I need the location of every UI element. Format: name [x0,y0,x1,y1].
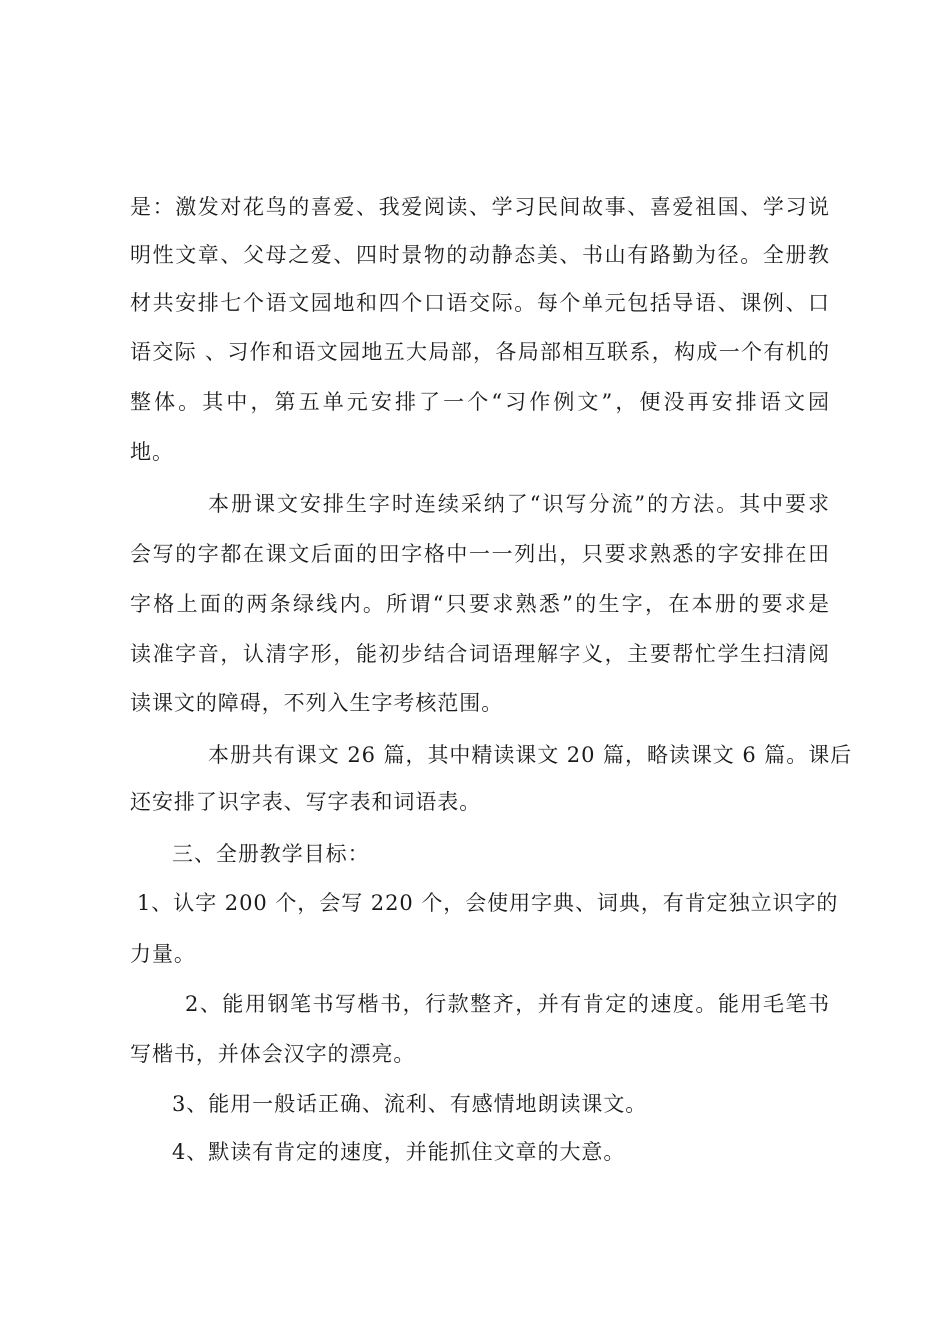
list-item: 2、能用钢笔书写楷书，行款整齐，并有肯定的速度。能用毛笔书 [185,992,830,1016]
paragraph-line: 字格上面的两条绿线内。所谓“只要求熟悉”的生字，在本册的要求是 [130,592,830,616]
paragraph-line: 本册共有课文 26 篇，其中精读课文 20 篇，略读课文 6 篇。课后 [208,743,853,767]
paragraph-line: 会写的字都在课文后面的田字格中一一列出，只要求熟悉的字安排在田 [130,542,830,566]
paragraph-line: 材共安排七个语文园地和四个口语交际。每个单元包括导语、课例、口 [130,291,830,315]
paragraph-line: 语交际 、习作和语文园地五大局部，各局部相互联系，构成一个有机的 [130,340,830,364]
list-item: 4、默读有肯定的速度，并能抓住文章的大意。 [172,1140,626,1164]
paragraph-line: 读课文的障碍，不列入生字考核范围。 [130,691,504,715]
paragraph-line: 整体。其中，第五单元安排了一个“习作例文”，便没再安排语文园 [130,390,830,414]
paragraph-line: 是：激发对花鸟的喜爱、我爱阅读、学习民间故事、喜爱祖国、学习说 [130,195,830,219]
paragraph-line: 还安排了识字表、写字表和词语表。 [130,790,482,814]
paragraph-line: 力量。 [130,942,196,966]
paragraph-line: 读准字音，认清字形，能初步结合词语理解字义，主要帮忙学生扫清阅 [130,642,830,666]
paragraph-line: 地。 [130,440,174,464]
section-heading: 三、全册教学目标： [172,842,370,866]
paragraph-line: 本册课文安排生字时连续采纳了“识写分流”的方法。其中要求 [208,492,830,516]
list-item: 1、认字 200 个，会写 220 个，会使用字典、词典，有肯定独立识字的 [137,891,839,915]
list-item: 3、能用一般话正确、流利、有感情地朗读课文。 [172,1092,648,1116]
paragraph-line: 写楷书，并体会汉字的漂亮。 [130,1042,416,1066]
paragraph-line: 明性文章、父母之爱、四时景物的动静态美、书山有路勤为径。全册教 [130,243,830,267]
